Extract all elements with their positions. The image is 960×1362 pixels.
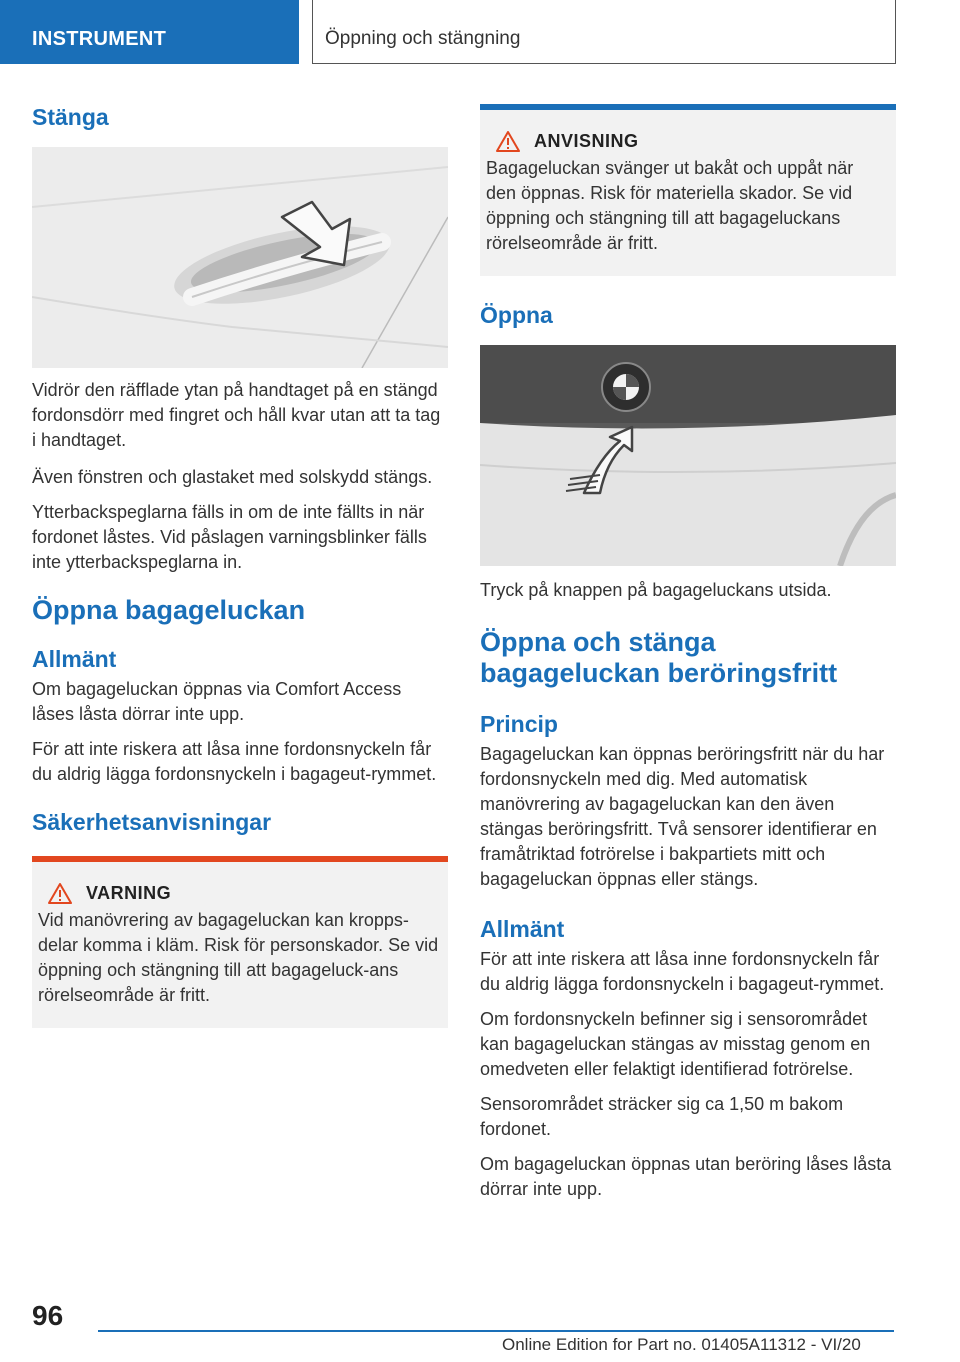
princip-paragraph: Bagageluckan kan öppnas beröringsfritt när du har fordonsnyckeln med dig. Med automatisk manövrering av bagageluckan kan den även stängas beröringsfritt. Två sensorer identifierar en framåtriktad fotrörelse i bakpartiets mitt och bagageluckan öppnas eller stängs. bbox=[480, 744, 885, 890]
section-tab bbox=[0, 0, 299, 64]
stanga-paragraph-3: Ytterbackspeglarna fälls in om de inte fällts in när fordonet låstes. Vid påslagen varningsblinker fälls inte ytterbackspeglarna in. bbox=[32, 502, 427, 572]
stanga-paragraph-2: Även fönstren och glastaket med solskydd stängs. bbox=[32, 467, 433, 487]
chapter-header bbox=[312, 0, 896, 64]
allmant-paragraph-1: Om bagageluckan öppnas via Comfort Access låses låsta dörrar inte upp. bbox=[32, 679, 402, 725]
door-handle-icon bbox=[32, 147, 448, 368]
footer-divider bbox=[98, 1330, 894, 1332]
stanga-paragraph-1: Vidrör den räfflade ytan på handtaget på en stängd fordonsdörr med fingret och håll kvar utan att ta tag i handtaget. bbox=[32, 380, 441, 450]
heading-sakerhetsanvisningar: Säkerhetsanvisningar bbox=[32, 809, 272, 836]
trunk-button-icon bbox=[480, 345, 896, 566]
notice-text: Bagageluckan svänger ut bakåt och uppåt när den öppnas. Risk för materiella skador. Se vid öppning och stängning till att bagageluckans rörelseområde är fritt. bbox=[486, 158, 854, 253]
heading-oppna: Öppna bbox=[480, 302, 553, 328]
heading-stanga: Stänga bbox=[32, 104, 109, 130]
heading-oppna-bagageluckan: Öppna bagageluckan bbox=[32, 595, 306, 625]
heading-princip: Princip bbox=[480, 711, 558, 738]
page-number: 96 bbox=[32, 1300, 64, 1331]
heading-allmant-right: Allmänt bbox=[480, 916, 565, 943]
allmant-right-paragraph-3: Sensorområdet sträcker sig ca 1,50 m bakom fordonet. bbox=[480, 1094, 844, 1140]
edition-link[interactable]: Online Edition for Part no. 01405A11312 - VI/20 bbox=[502, 1335, 861, 1354]
oppna-paragraph: Tryck på knappen på bagageluckans utsida. bbox=[480, 580, 832, 600]
notice-box bbox=[480, 104, 896, 276]
heading-allmant: Allmänt bbox=[32, 646, 117, 673]
section-label: INSTRUMENT bbox=[32, 28, 167, 50]
notice-title: ANVISNING bbox=[534, 130, 639, 151]
warning-text: Vid manövrering av bagageluckan kan kropps-delar komma i kläm. Risk för personskador. Se vid öppning och stängning till att bagageluck-ans rörelseområde är fritt. bbox=[38, 910, 439, 1006]
warning-box bbox=[32, 856, 448, 1028]
warning-triangle-icon bbox=[48, 882, 72, 904]
heading-beroringsfritt: Öppna och stänga bagageluckan beröringsfritt bbox=[480, 627, 838, 689]
allmant-right-paragraph-2: Om fordonsnyckeln befinner sig i sensorområdet kan bagageluckan stängas av misstag genom en omedveten eller felaktigt identifierad fotrörelse. bbox=[480, 1009, 871, 1080]
door-handle-illustration bbox=[32, 147, 448, 368]
warning-title: VARNING bbox=[86, 882, 172, 903]
allmant-paragraph-2: För att inte riskera att låsa inne fordonsnyckeln får du aldrig lägga fordonsnyckeln i bagageut-rymmet. bbox=[32, 739, 437, 785]
allmant-right-paragraph-1: För att inte riskera att låsa inne fordonsnyckeln får du aldrig lägga fordonsnyckeln i bagageut-rymmet. bbox=[480, 949, 885, 995]
trunk-button-illustration bbox=[480, 345, 896, 566]
left-column bbox=[32, 96, 448, 1028]
notice-triangle-icon bbox=[496, 130, 520, 152]
allmant-right-paragraph-4: Om bagageluckan öppnas utan beröring låses låsta dörrar inte upp. bbox=[480, 1154, 892, 1200]
right-column bbox=[480, 96, 896, 1202]
chapter-title: Öppning och stängning bbox=[325, 28, 521, 49]
